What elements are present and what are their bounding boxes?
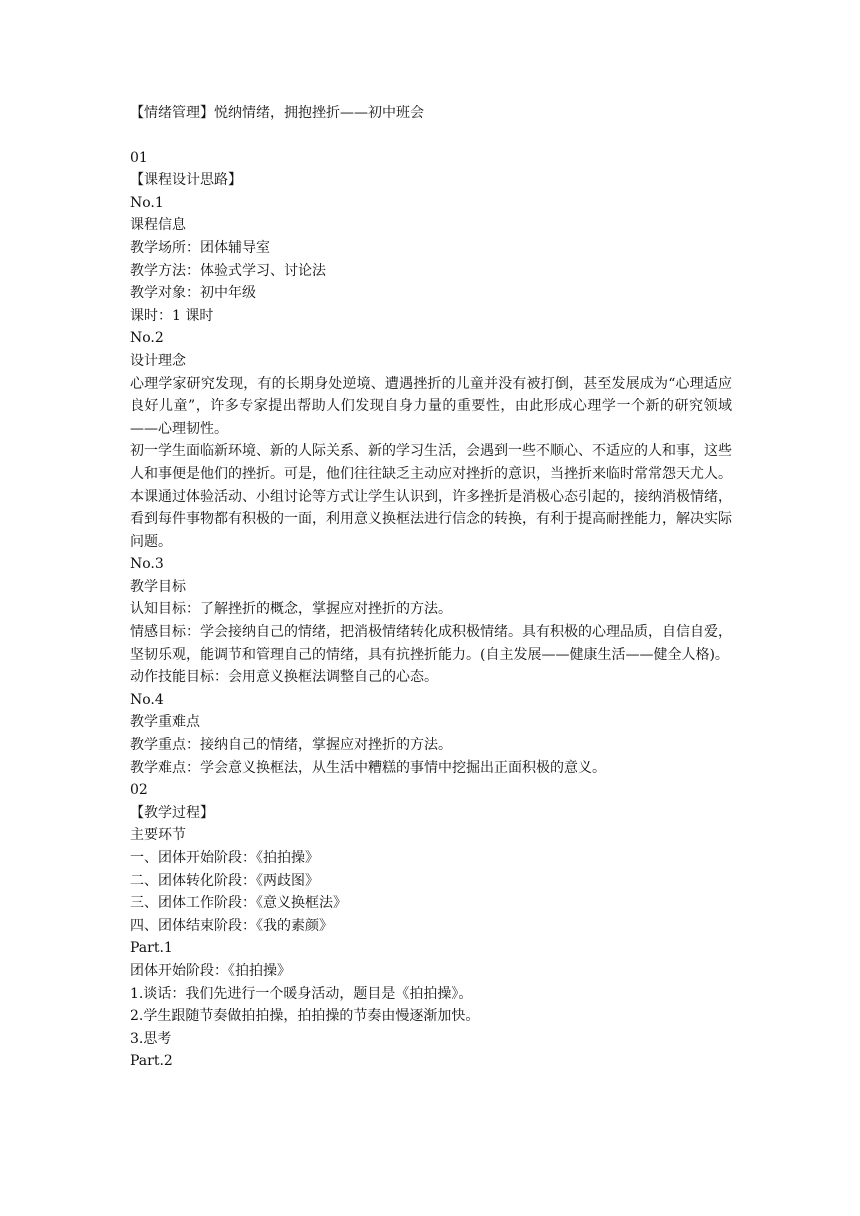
design-paragraph-1: 心理学家研究发现，有的长期身处逆境、遭遇挫折的儿童并没有被打倒，甚至发展成为“心理适应良好儿童”，许多专家提出帮助人们发现自身力量的重要性，由此形成心理学一个新的研究领域——心理韧性。: [130, 375, 732, 437]
subsection-label: No.1: [130, 194, 164, 211]
document-title: 【情绪管理】悦纳情绪，拥抱挫折——初中班会: [130, 105, 424, 121]
goal-emotional: 情感目标：学会接纳自己的情绪，把消极情绪转化成积极情绪。具有积极的心理品质，自信自爱，坚韧乐观，能调节和管理自己的情绪，具有抗挫折能力。(自主发展——健康生活——健全人格)。: [130, 624, 732, 663]
subsection-heading: 教学重难点: [130, 714, 200, 731]
section-number: 02: [130, 782, 148, 799]
difficult-point: 教学难点：学会意义换框法，从生活中糟糕的事情中挖掘出正面积极的意义。: [130, 759, 606, 776]
stage-item: 二、团体转化阶段：《两歧图》: [130, 872, 319, 889]
subsection-heading: 课程信息: [130, 217, 186, 234]
section-number: 01: [130, 149, 148, 166]
info-place: 教学场所：团体辅导室: [130, 239, 270, 256]
part-step: 1.谈话：我们先进行一个暖身活动，题目是《拍拍操》。: [130, 985, 473, 1002]
info-method: 教学方法：体验式学习、讨论法: [130, 262, 326, 279]
part-heading: 团体开始阶段：《拍拍操》: [130, 962, 291, 979]
stage-item: 三、团体工作阶段：《意义换框法》: [130, 895, 347, 912]
section-heading: 【教学过程】: [130, 804, 214, 821]
stage-item: 四、团体结束阶段：《我的素颜》: [130, 917, 333, 934]
part-label: Part.2: [130, 1053, 173, 1070]
subsection-heading: 设计理念: [130, 352, 186, 369]
info-target: 教学对象：初中年级: [130, 285, 256, 302]
main-steps-heading: 主要环节: [130, 827, 186, 844]
subsection-label: No.3: [130, 556, 164, 573]
subsection-label: No.4: [130, 691, 164, 708]
key-point: 教学重点：接纳自己的情绪，掌握应对挫折的方法。: [130, 737, 452, 754]
part-label: Part.1: [130, 940, 173, 957]
section-heading: 【课程设计思路】: [130, 172, 242, 189]
goal-skill: 动作技能目标：会用意义换框法调整自己的心态。: [130, 669, 438, 686]
stage-item: 一、团体开始阶段：《拍拍操》: [130, 850, 319, 866]
document-page: [130, 102, 732, 1073]
info-hours: 课时：1 课时: [130, 307, 214, 324]
subsection-heading: 教学目标: [130, 578, 186, 595]
design-paragraph-2: 初一学生面临新环境、新的人际关系、新的学习生活，会遇到一些不顺心、不适应的人和事，这些人和事便是他们的挫折。可是，他们往往缺乏主动应对挫折的意识，当挫折来临时常常怨天尤人。本课通过体验活动、小组讨论等方式让学生认识到，许多挫折是消极心态引起的，接纳消极情绪，看到每件事物都有积极的一面，利用意义换框法进行信念的转换，有利于提高耐挫能力，解决实际问题。: [130, 443, 732, 550]
subsection-label: No.2: [130, 330, 164, 347]
part-step: 3.思考: [130, 1030, 172, 1047]
part-step: 2.学生跟随节奏做拍拍操，拍拍操的节奏由慢逐渐加快。: [130, 1008, 480, 1025]
goal-cognitive: 认知目标：了解挫折的概念，掌握应对挫折的方法。: [130, 601, 452, 618]
